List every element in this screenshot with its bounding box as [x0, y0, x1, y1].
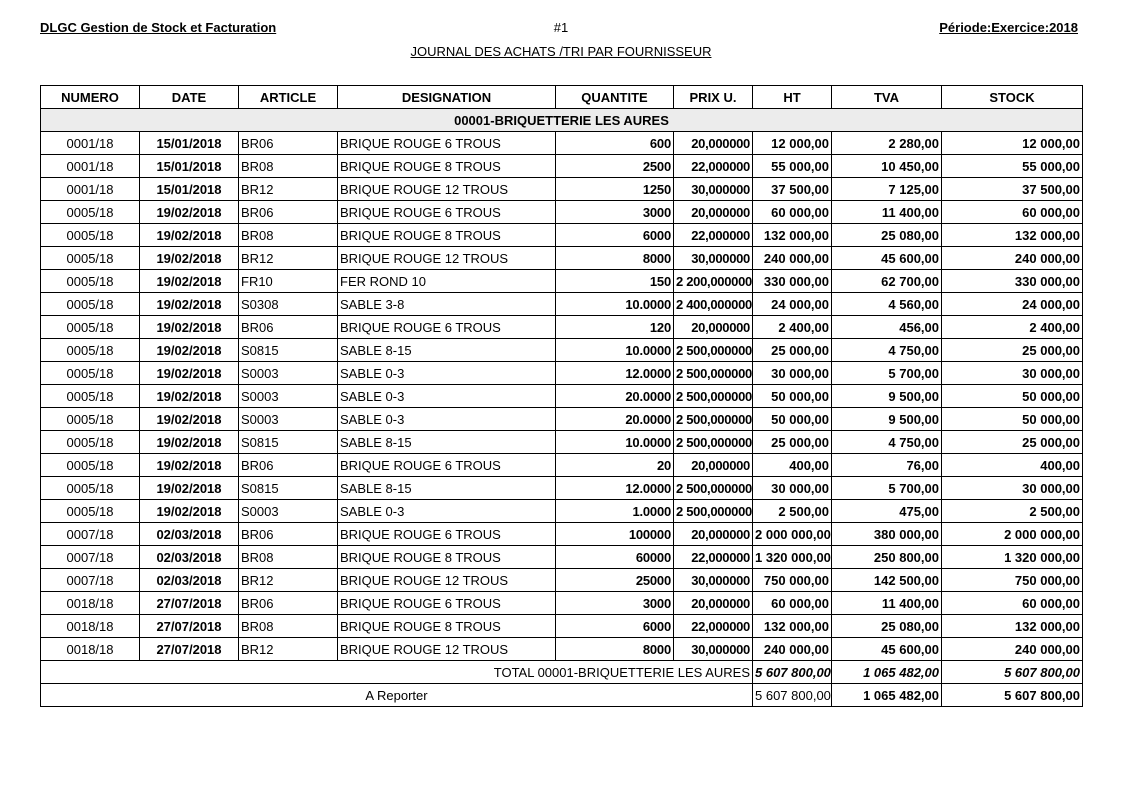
- carry-forward-tva: 1 065 482,00: [832, 684, 942, 707]
- cell-numero: 0005/18: [41, 431, 140, 454]
- cell-ht: 750 000,00: [753, 569, 832, 592]
- table-row: [41, 155, 1083, 178]
- cell-numero: 0005/18: [41, 293, 140, 316]
- cell-numero: 0005/18: [41, 500, 140, 523]
- cell-ht: 132 000,00: [753, 615, 832, 638]
- cell-prix-unitaire: 30,000000: [674, 178, 753, 201]
- cell-article: BR12: [239, 569, 338, 592]
- cell-designation: BRIQUE ROUGE 6 TROUS: [338, 316, 556, 339]
- cell-numero: 0018/18: [41, 615, 140, 638]
- cell-prix-unitaire: 22,000000: [674, 224, 753, 247]
- cell-date: 27/07/2018: [140, 615, 239, 638]
- cell-numero: 0007/18: [41, 523, 140, 546]
- cell-article: S0815: [239, 339, 338, 362]
- table-row: [41, 132, 1083, 155]
- cell-article: S0308: [239, 293, 338, 316]
- cell-tva: 9 500,00: [832, 408, 942, 431]
- cell-numero: 0005/18: [41, 477, 140, 500]
- cell-date: 19/02/2018: [140, 293, 239, 316]
- cell-ht: 2 500,00: [753, 500, 832, 523]
- cell-numero: 0001/18: [41, 155, 140, 178]
- cell-designation: BRIQUE ROUGE 8 TROUS: [338, 546, 556, 569]
- cell-numero: 0005/18: [41, 339, 140, 362]
- cell-tva: 250 800,00: [832, 546, 942, 569]
- cell-designation: SABLE 8-15: [338, 339, 556, 362]
- cell-designation: SABLE 8-15: [338, 477, 556, 500]
- cell-stock: 1 320 000,00: [942, 546, 1083, 569]
- cell-article: S0003: [239, 362, 338, 385]
- cell-numero: 0005/18: [41, 224, 140, 247]
- cell-date: 19/02/2018: [140, 408, 239, 431]
- cell-date: 19/02/2018: [140, 224, 239, 247]
- cell-quantite: 20.0000: [556, 408, 674, 431]
- cell-quantite: 1.0000: [556, 500, 674, 523]
- cell-designation: BRIQUE ROUGE 6 TROUS: [338, 201, 556, 224]
- cell-prix-unitaire: 22,000000: [674, 615, 753, 638]
- cell-designation: SABLE 0-3: [338, 408, 556, 431]
- cell-date: 19/02/2018: [140, 270, 239, 293]
- cell-quantite: 6000: [556, 224, 674, 247]
- cell-stock: 2 500,00: [942, 500, 1083, 523]
- cell-quantite: 150: [556, 270, 674, 293]
- cell-article: S0003: [239, 500, 338, 523]
- cell-stock: 50 000,00: [942, 408, 1083, 431]
- cell-article: S0815: [239, 477, 338, 500]
- cell-numero: 0005/18: [41, 247, 140, 270]
- cell-designation: SABLE 0-3: [338, 362, 556, 385]
- cell-stock: 30 000,00: [942, 477, 1083, 500]
- cell-tva: 11 400,00: [832, 201, 942, 224]
- col-header-numero: NUMERO: [41, 86, 140, 109]
- cell-designation: SABLE 0-3: [338, 500, 556, 523]
- cell-article: BR12: [239, 247, 338, 270]
- cell-ht: 60 000,00: [753, 201, 832, 224]
- cell-date: 19/02/2018: [140, 454, 239, 477]
- cell-designation: BRIQUE ROUGE 8 TROUS: [338, 224, 556, 247]
- supplier-total-tva: 1 065 482,00: [832, 661, 942, 684]
- cell-date: 19/02/2018: [140, 201, 239, 224]
- cell-ht: 50 000,00: [753, 385, 832, 408]
- cell-ht: 60 000,00: [753, 592, 832, 615]
- cell-prix-unitaire: 22,000000: [674, 155, 753, 178]
- cell-ht: 25 000,00: [753, 431, 832, 454]
- cell-designation: BRIQUE ROUGE 12 TROUS: [338, 178, 556, 201]
- table-row: [41, 339, 1083, 362]
- cell-quantite: 100000: [556, 523, 674, 546]
- cell-designation: BRIQUE ROUGE 6 TROUS: [338, 523, 556, 546]
- table-row: [41, 270, 1083, 293]
- report-subtitle: JOURNAL DES ACHATS /TRI PAR FOURNISSEUR: [410, 44, 712, 59]
- cell-prix-unitaire: 2 500,000000: [674, 408, 753, 431]
- cell-stock: 25 000,00: [942, 339, 1083, 362]
- cell-designation: BRIQUE ROUGE 6 TROUS: [338, 454, 556, 477]
- period-label: Période:Exercice:2018: [939, 20, 1078, 35]
- cell-ht: 2 000 000,00: [753, 523, 832, 546]
- cell-ht: 37 500,00: [753, 178, 832, 201]
- col-header-ht: HT: [753, 86, 832, 109]
- cell-tva: 7 125,00: [832, 178, 942, 201]
- cell-prix-unitaire: 2 500,000000: [674, 339, 753, 362]
- cell-article: S0815: [239, 431, 338, 454]
- cell-ht: 2 400,00: [753, 316, 832, 339]
- cell-article: BR08: [239, 155, 338, 178]
- cell-numero: 0001/18: [41, 132, 140, 155]
- cell-quantite: 20.0000: [556, 385, 674, 408]
- cell-ht: 400,00: [753, 454, 832, 477]
- cell-quantite: 3000: [556, 201, 674, 224]
- col-header-tva: TVA: [832, 86, 942, 109]
- cell-stock: 30 000,00: [942, 362, 1083, 385]
- cell-ht: 240 000,00: [753, 247, 832, 270]
- table-header-row: [41, 86, 1083, 109]
- col-header-quantite: QUANTITE: [556, 86, 674, 109]
- cell-numero: 0001/18: [41, 178, 140, 201]
- cell-article: BR06: [239, 201, 338, 224]
- cell-quantite: 12.0000: [556, 477, 674, 500]
- cell-designation: BRIQUE ROUGE 8 TROUS: [338, 155, 556, 178]
- cell-designation: BRIQUE ROUGE 12 TROUS: [338, 569, 556, 592]
- cell-tva: 9 500,00: [832, 385, 942, 408]
- table-row: [41, 408, 1083, 431]
- cell-tva: 10 450,00: [832, 155, 942, 178]
- table-row: [41, 431, 1083, 454]
- cell-stock: 400,00: [942, 454, 1083, 477]
- table-row: [41, 293, 1083, 316]
- cell-numero: 0007/18: [41, 569, 140, 592]
- cell-tva: 11 400,00: [832, 592, 942, 615]
- cell-quantite: 8000: [556, 247, 674, 270]
- cell-prix-unitaire: 2 400,000000: [674, 293, 753, 316]
- cell-article: S0003: [239, 385, 338, 408]
- cell-designation: BRIQUE ROUGE 12 TROUS: [338, 638, 556, 661]
- table-row: [41, 546, 1083, 569]
- cell-quantite: 25000: [556, 569, 674, 592]
- cell-numero: 0007/18: [41, 546, 140, 569]
- cell-date: 19/02/2018: [140, 316, 239, 339]
- cell-numero: 0005/18: [41, 316, 140, 339]
- cell-designation: BRIQUE ROUGE 8 TROUS: [338, 615, 556, 638]
- supplier-total-row: [41, 661, 1083, 684]
- supplier-group-row: [41, 109, 1083, 132]
- table-row: [41, 638, 1083, 661]
- page-number: #1: [553, 20, 569, 35]
- supplier-total-ht: 5 607 800,00: [753, 661, 832, 684]
- cell-date: 19/02/2018: [140, 362, 239, 385]
- cell-prix-unitaire: 2 500,000000: [674, 431, 753, 454]
- cell-date: 02/03/2018: [140, 569, 239, 592]
- supplier-total-stock: 5 607 800,00: [942, 661, 1083, 684]
- supplier-total-label: TOTAL 00001-BRIQUETTERIE LES AURES: [41, 661, 753, 684]
- cell-designation: BRIQUE ROUGE 6 TROUS: [338, 592, 556, 615]
- cell-prix-unitaire: 20,000000: [674, 132, 753, 155]
- cell-quantite: 10.0000: [556, 431, 674, 454]
- cell-ht: 55 000,00: [753, 155, 832, 178]
- cell-designation: SABLE 8-15: [338, 431, 556, 454]
- cell-tva: 5 700,00: [832, 362, 942, 385]
- cell-stock: 24 000,00: [942, 293, 1083, 316]
- cell-stock: 50 000,00: [942, 385, 1083, 408]
- cell-stock: 132 000,00: [942, 615, 1083, 638]
- cell-date: 19/02/2018: [140, 431, 239, 454]
- cell-tva: 25 080,00: [832, 615, 942, 638]
- cell-stock: 132 000,00: [942, 224, 1083, 247]
- cell-ht: 30 000,00: [753, 477, 832, 500]
- table-row: [41, 201, 1083, 224]
- cell-designation: FER ROND 10: [338, 270, 556, 293]
- cell-ht: 12 000,00: [753, 132, 832, 155]
- col-header-date: DATE: [140, 86, 239, 109]
- col-header-article: ARTICLE: [239, 86, 338, 109]
- col-header-stock: STOCK: [942, 86, 1083, 109]
- cell-designation: BRIQUE ROUGE 12 TROUS: [338, 247, 556, 270]
- cell-stock: 37 500,00: [942, 178, 1083, 201]
- cell-prix-unitaire: 20,000000: [674, 454, 753, 477]
- cell-tva: 62 700,00: [832, 270, 942, 293]
- table-row: [41, 500, 1083, 523]
- cell-tva: 25 080,00: [832, 224, 942, 247]
- cell-prix-unitaire: 30,000000: [674, 638, 753, 661]
- table-row: [41, 247, 1083, 270]
- cell-stock: 750 000,00: [942, 569, 1083, 592]
- purchases-journal-table: [40, 85, 1083, 707]
- cell-tva: 5 700,00: [832, 477, 942, 500]
- cell-tva: 45 600,00: [832, 638, 942, 661]
- cell-stock: 240 000,00: [942, 247, 1083, 270]
- cell-stock: 2 400,00: [942, 316, 1083, 339]
- cell-stock: 55 000,00: [942, 155, 1083, 178]
- carry-forward-label: A Reporter: [41, 684, 753, 707]
- cell-date: 15/01/2018: [140, 155, 239, 178]
- cell-quantite: 20: [556, 454, 674, 477]
- table-row: [41, 454, 1083, 477]
- cell-numero: 0005/18: [41, 362, 140, 385]
- cell-date: 02/03/2018: [140, 546, 239, 569]
- cell-quantite: 10.0000: [556, 293, 674, 316]
- supplier-group-label: 00001-BRIQUETTERIE LES AURES: [41, 109, 1083, 132]
- cell-ht: 240 000,00: [753, 638, 832, 661]
- cell-article: BR12: [239, 178, 338, 201]
- cell-quantite: 60000: [556, 546, 674, 569]
- cell-designation: SABLE 3-8: [338, 293, 556, 316]
- cell-numero: 0005/18: [41, 385, 140, 408]
- cell-quantite: 3000: [556, 592, 674, 615]
- cell-quantite: 120: [556, 316, 674, 339]
- cell-numero: 0005/18: [41, 270, 140, 293]
- cell-tva: 76,00: [832, 454, 942, 477]
- cell-tva: 2 280,00: [832, 132, 942, 155]
- table-row: [41, 178, 1083, 201]
- cell-ht: 132 000,00: [753, 224, 832, 247]
- cell-prix-unitaire: 2 200,000000: [674, 270, 753, 293]
- cell-prix-unitaire: 2 500,000000: [674, 385, 753, 408]
- table-row: [41, 615, 1083, 638]
- cell-prix-unitaire: 2 500,000000: [674, 362, 753, 385]
- cell-quantite: 12.0000: [556, 362, 674, 385]
- cell-article: FR10: [239, 270, 338, 293]
- cell-article: S0003: [239, 408, 338, 431]
- cell-article: BR06: [239, 132, 338, 155]
- cell-stock: 2 000 000,00: [942, 523, 1083, 546]
- cell-numero: 0018/18: [41, 592, 140, 615]
- cell-date: 15/01/2018: [140, 132, 239, 155]
- cell-tva: 4 560,00: [832, 293, 942, 316]
- col-header-designation: DESIGNATION: [338, 86, 556, 109]
- cell-numero: 0005/18: [41, 408, 140, 431]
- cell-date: 27/07/2018: [140, 638, 239, 661]
- cell-article: BR12: [239, 638, 338, 661]
- cell-stock: 240 000,00: [942, 638, 1083, 661]
- cell-ht: 25 000,00: [753, 339, 832, 362]
- cell-prix-unitaire: 30,000000: [674, 247, 753, 270]
- cell-stock: 60 000,00: [942, 592, 1083, 615]
- cell-prix-unitaire: 22,000000: [674, 546, 753, 569]
- cell-article: BR08: [239, 615, 338, 638]
- cell-article: BR06: [239, 454, 338, 477]
- cell-date: 19/02/2018: [140, 385, 239, 408]
- cell-quantite: 6000: [556, 615, 674, 638]
- col-header-prix-unitaire: PRIX U.: [674, 86, 753, 109]
- cell-date: 19/02/2018: [140, 477, 239, 500]
- cell-article: BR06: [239, 523, 338, 546]
- cell-quantite: 10.0000: [556, 339, 674, 362]
- cell-tva: 142 500,00: [832, 569, 942, 592]
- table-row: [41, 362, 1083, 385]
- cell-quantite: 2500: [556, 155, 674, 178]
- cell-numero: 0005/18: [41, 201, 140, 224]
- cell-tva: 380 000,00: [832, 523, 942, 546]
- carry-forward-ht: 5 607 800,00: [753, 684, 832, 707]
- cell-prix-unitaire: 20,000000: [674, 201, 753, 224]
- table-row: [41, 592, 1083, 615]
- cell-prix-unitaire: 20,000000: [674, 523, 753, 546]
- cell-prix-unitaire: 2 500,000000: [674, 500, 753, 523]
- cell-date: 27/07/2018: [140, 592, 239, 615]
- cell-ht: 30 000,00: [753, 362, 832, 385]
- cell-article: BR06: [239, 316, 338, 339]
- carry-forward-stock: 5 607 800,00: [942, 684, 1083, 707]
- cell-quantite: 8000: [556, 638, 674, 661]
- table-row: [41, 224, 1083, 247]
- cell-designation: SABLE 0-3: [338, 385, 556, 408]
- table-row: [41, 477, 1083, 500]
- cell-stock: 25 000,00: [942, 431, 1083, 454]
- cell-date: 02/03/2018: [140, 523, 239, 546]
- cell-stock: 12 000,00: [942, 132, 1083, 155]
- table-row: [41, 385, 1083, 408]
- cell-prix-unitaire: 20,000000: [674, 316, 753, 339]
- table-row: [41, 569, 1083, 592]
- cell-designation: BRIQUE ROUGE 6 TROUS: [338, 132, 556, 155]
- cell-article: BR06: [239, 592, 338, 615]
- cell-stock: 60 000,00: [942, 201, 1083, 224]
- table-row: [41, 316, 1083, 339]
- cell-ht: 50 000,00: [753, 408, 832, 431]
- cell-ht: 1 320 000,00: [753, 546, 832, 569]
- cell-numero: 0018/18: [41, 638, 140, 661]
- carry-forward-row: [41, 684, 1083, 707]
- cell-article: BR08: [239, 546, 338, 569]
- cell-quantite: 600: [556, 132, 674, 155]
- cell-ht: 24 000,00: [753, 293, 832, 316]
- cell-quantite: 1250: [556, 178, 674, 201]
- cell-prix-unitaire: 2 500,000000: [674, 477, 753, 500]
- cell-prix-unitaire: 30,000000: [674, 569, 753, 592]
- cell-ht: 330 000,00: [753, 270, 832, 293]
- cell-numero: 0005/18: [41, 454, 140, 477]
- cell-date: 19/02/2018: [140, 500, 239, 523]
- app-title: DLGC Gestion de Stock et Facturation: [40, 20, 277, 35]
- table-row: [41, 523, 1083, 546]
- cell-date: 19/02/2018: [140, 339, 239, 362]
- cell-date: 15/01/2018: [140, 178, 239, 201]
- cell-tva: 4 750,00: [832, 431, 942, 454]
- cell-stock: 330 000,00: [942, 270, 1083, 293]
- cell-article: BR08: [239, 224, 338, 247]
- cell-tva: 456,00: [832, 316, 942, 339]
- cell-date: 19/02/2018: [140, 247, 239, 270]
- cell-tva: 475,00: [832, 500, 942, 523]
- cell-tva: 4 750,00: [832, 339, 942, 362]
- cell-prix-unitaire: 20,000000: [674, 592, 753, 615]
- cell-tva: 45 600,00: [832, 247, 942, 270]
